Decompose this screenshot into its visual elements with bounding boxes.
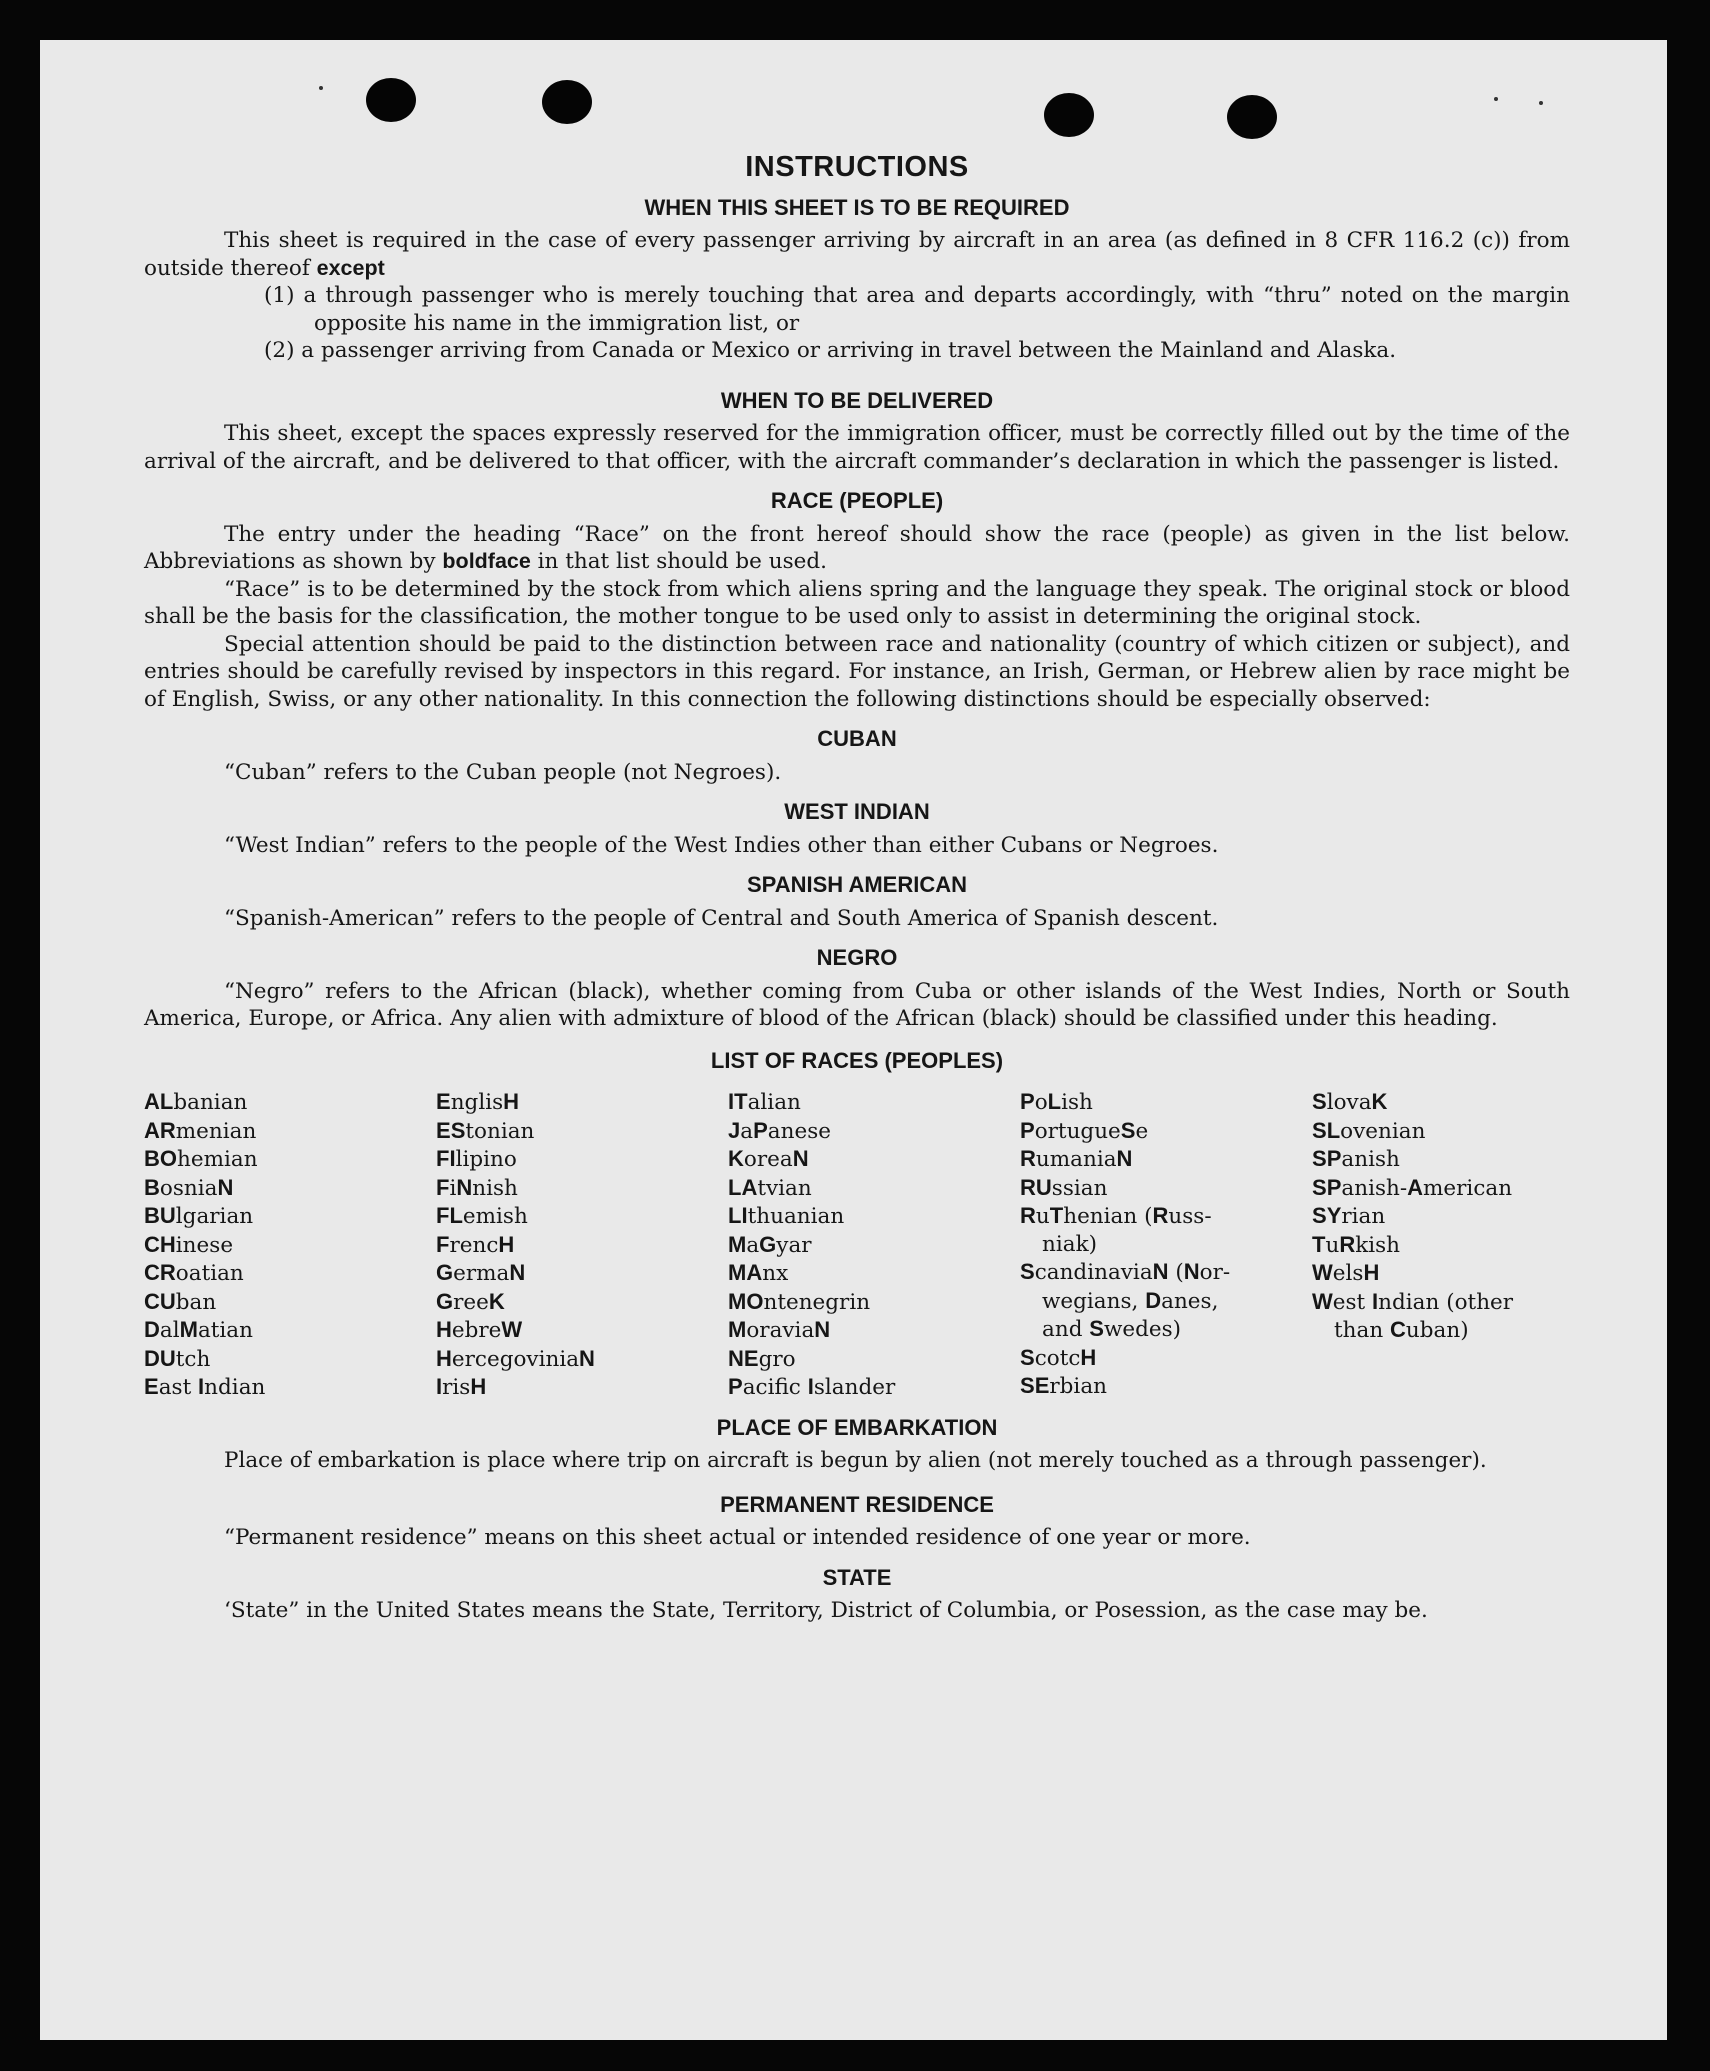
when-required-intro: This sheet is required in the case of every passenger arriving by aircraft in an area (as defined in 8 CFR 116.2 (c)) from outside thereof: [144, 228, 1570, 281]
race-entry: MaGyar: [728, 1231, 812, 1258]
race-entry: ALbanian: [144, 1089, 248, 1115]
race-entry: than Cuban): [1334, 1317, 1469, 1343]
heading-cuban: CUBAN: [817, 726, 897, 751]
paragraph-race-2: “Race” is to be determined by the stock from which aliens spring and the language they speak. The original stock or blood shall be the basis for the classification, the mother tongue to be used only to assist in determining the original stock.: [144, 576, 1570, 629]
race-entry: ARmenian: [144, 1117, 257, 1144]
race-entry: West Indian (other: [1312, 1288, 1514, 1315]
race-entry: MAnx: [728, 1260, 789, 1286]
document-page: [40, 40, 1667, 2040]
paragraph-state: ‘State” in the United States means the State, Territory, District of Columbia, or Posession, as the case may be.: [224, 1598, 1428, 1623]
race-list: [144, 1088, 1570, 1402]
paragraph-west-indian: “West Indian” refers to the people of the West Indies other than either Cubans or Negroes.: [224, 832, 1219, 858]
punch-hole: [366, 78, 416, 122]
paragraph-permanent-residence: “Permanent residence” means on this sheet actual or intended residence of one year or more.: [224, 1525, 1251, 1550]
exception-item-2: (2) a passenger arriving from Canada or Mexico or arriving in travel between the Mainland and Alaska.: [264, 338, 1397, 363]
race-entry: KoreaN: [728, 1146, 809, 1172]
race-entry: FiNnish: [436, 1174, 518, 1201]
race-entry: CHinese: [144, 1231, 234, 1258]
race-entry: RuThenian (Russ-: [1020, 1203, 1212, 1229]
heading-race: RACE (PEOPLE): [770, 488, 944, 513]
heading-when-required: WHEN THIS SHEET IS TO BE REQUIRED: [644, 194, 1070, 220]
heading-spanish-american: SPANISH AMERICAN: [746, 872, 967, 897]
race-entry: ITalian: [728, 1089, 801, 1115]
race-entry: MoraviaN: [728, 1317, 831, 1343]
race-entry: HercegoviniaN: [436, 1345, 595, 1372]
race-entry: WelsH: [1312, 1260, 1380, 1286]
race-entry: RumaniaN: [1020, 1146, 1133, 1172]
heading-negro: NEGRO: [816, 945, 898, 970]
race-entry: EStonian: [436, 1117, 535, 1144]
scan-speck: [1494, 97, 1498, 101]
heading-when-delivered: WHEN TO BE DELIVERED: [720, 387, 994, 413]
race-entry: and Swedes): [1042, 1316, 1182, 1342]
race-entry: SErbian: [1020, 1373, 1107, 1399]
race-entry: MOntenegrin: [728, 1288, 871, 1315]
page-title: INSTRUCTIONS: [745, 151, 969, 183]
scan-speck: [1539, 101, 1543, 105]
race-entry: JaPanese: [728, 1117, 831, 1144]
race-entry: Pacifc Islander: [728, 1374, 896, 1400]
scan-speck: [319, 86, 323, 90]
race-entry: SlovaK: [1312, 1089, 1388, 1115]
paragraph-embarkation: Place of embarkation is place where trip on aircraft is begun by alien (not merely touched as a through passenger).: [224, 1448, 1487, 1473]
race-p1-text: The entry under the heading “Race” on the front hereof should show the race (people) as given in the list below. Abbreviations as shown by: [144, 521, 1570, 574]
race-entry: BOhemian: [144, 1146, 258, 1172]
race-column: [728, 1088, 1020, 1402]
paragraph-spanish-american: “Spanish-American” refers to the people of Central and South America of Spanish descent.: [224, 905, 1219, 931]
race-entry: BosniaN: [144, 1174, 234, 1201]
race-entry: DalMatian: [144, 1317, 253, 1343]
exception-item-1: (1) a through passenger who is merely touching that area and departs accordingly, with “thru” noted on the margin opposite his name in the immigration list, or: [264, 283, 1570, 336]
race-entry: DUtch: [144, 1345, 211, 1372]
except-word: except: [316, 255, 385, 280]
paragraph-when-required: [144, 227, 1570, 282]
race-entry: ScandinaviaN (Nor-: [1020, 1259, 1231, 1285]
race-entry: SPanish: [1312, 1146, 1400, 1172]
race-entry: EnglisH: [436, 1089, 520, 1115]
race-entry: FrencH: [436, 1231, 515, 1258]
race-entry: BUlgarian: [144, 1203, 254, 1229]
paragraph-when-delivered: This sheet, except the spaces expressly reserved for the immigration officer, must be correctly filled out by the time of the arrival of the aircraft, and be delivered to that officer, with the aircraft commander’s declaration in which the passenger is listed.: [144, 421, 1570, 474]
race-entry: LAtvian: [728, 1174, 812, 1201]
race-column: [1312, 1088, 1570, 1402]
race-entry: FIlipino: [436, 1146, 517, 1172]
race-column: [144, 1088, 436, 1402]
heading-list-of-races: LIST OF RACES (PEOPLES): [710, 1047, 1004, 1073]
race-entry: CUban: [144, 1288, 217, 1315]
punch-hole: [1227, 95, 1277, 139]
race-p1-bold: boldface: [442, 549, 531, 573]
race-entry: SPanish-American: [1312, 1174, 1513, 1201]
race-p1-text-end: in that list should be used.: [537, 549, 827, 574]
race-entry: niak): [1042, 1231, 1097, 1257]
heading-state: STATE: [822, 1564, 892, 1590]
race-entry: FLemish: [436, 1203, 528, 1229]
race-entry: RUssian: [1020, 1174, 1108, 1201]
race-entry: IrisH: [436, 1374, 487, 1400]
race-entry: TuRkish: [1312, 1231, 1401, 1258]
paragraph-race-3: Special attention should be paid to the distinction between race and nationality (country of which citizen or subject), and entries should be carefully revised by inspectors in this regard. For instance, an Irish, German, or Hebrew alien by race might be of English, Swiss, or any other nationality. In this connection the following distinctions should be especially observed:: [144, 631, 1570, 712]
race-entry: GreeK: [436, 1288, 505, 1315]
race-entry: CRoatian: [144, 1260, 244, 1286]
race-column: [436, 1088, 728, 1402]
instructions-body: [144, 151, 1570, 1625]
race-entry: wegians, Danes,: [1042, 1287, 1219, 1314]
race-entry: HebreW: [436, 1317, 523, 1343]
race-entry: East Indian: [144, 1374, 266, 1400]
race-column: [1020, 1088, 1312, 1402]
punch-hole: [542, 80, 592, 124]
race-entry: GermaN: [436, 1260, 526, 1286]
race-entry: ScotcH: [1020, 1344, 1097, 1371]
paragraph-negro: “Negro” refers to the African (black), whether coming from Cuba or other islands of the West Indies, North or South America, Europe, or Africa. Any alien with admixture of blood of the African (black) should be classified under this heading.: [144, 978, 1570, 1031]
race-entry: PortugueSe: [1020, 1117, 1149, 1144]
heading-west-indian: WEST INDIAN: [784, 799, 930, 824]
race-entry: LIthuanian: [728, 1203, 845, 1229]
heading-embarkation: PLACE OF EMBARKATION: [716, 1414, 998, 1440]
race-entry: NEgro: [728, 1345, 796, 1372]
paragraph-race-1: [144, 521, 1570, 576]
paragraph-cuban: “Cuban” refers to the Cuban people (not Negroes).: [224, 759, 782, 785]
race-entry: SYrian: [1312, 1203, 1386, 1229]
race-entry: PoLish: [1020, 1089, 1093, 1115]
punch-hole: [1044, 93, 1094, 137]
heading-permanent-residence: PERMANENT RESIDENCE: [720, 1491, 994, 1517]
race-entry: SLovenian: [1312, 1117, 1426, 1144]
